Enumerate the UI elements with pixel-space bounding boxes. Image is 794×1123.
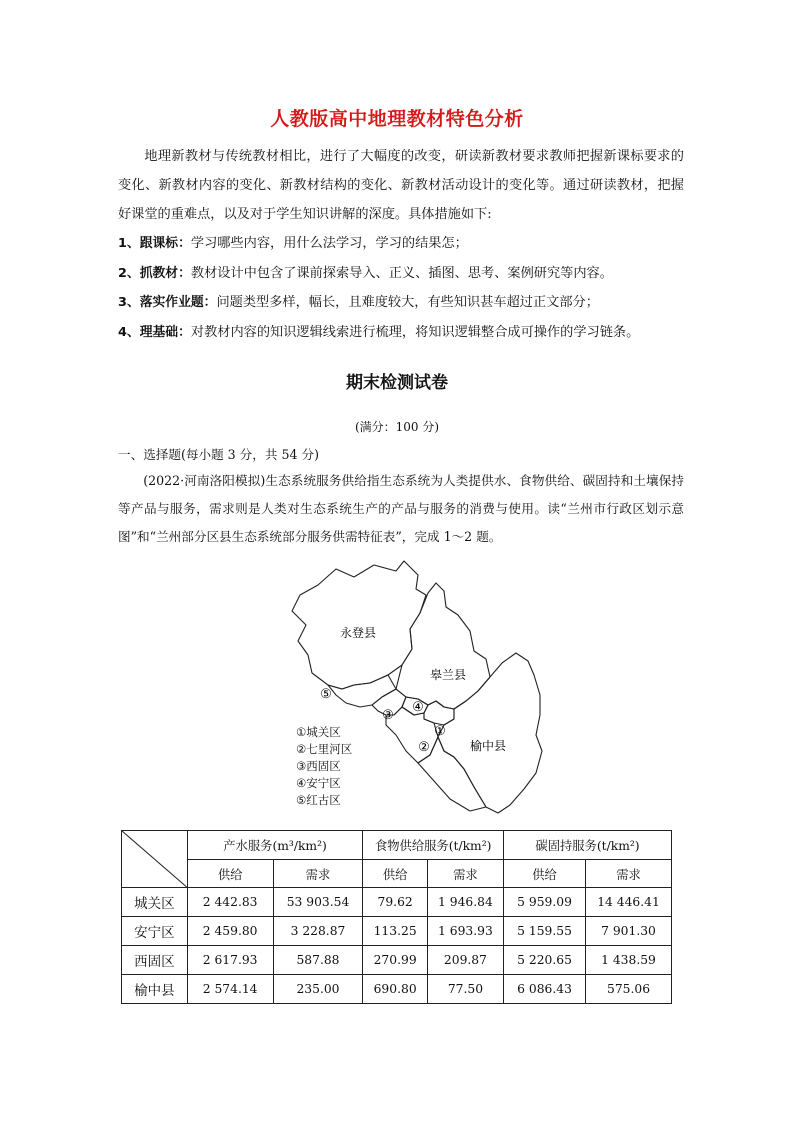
table-row — [122, 946, 672, 975]
yongdeng-label: 永登县 — [339, 626, 377, 640]
table-subheader-row — [122, 860, 672, 888]
measure-item — [118, 288, 684, 318]
marker-chengguan: ① — [434, 724, 446, 739]
ecosystem-service-table — [121, 830, 672, 1004]
measure-item — [118, 229, 684, 259]
page-title: 人教版高中地理教材特色分析 — [270, 108, 524, 130]
question-text: (2022·河南洛阳模拟)生态系统服务供给指生态系统为人类提供水、食物供给、碳固持和土壤保持等产品与服务，需求则是人类对生态系统生产的产品与服务的消费与使用。读“兰州市行政区划示意图”和“兰州部分区县生态系统部分服务供需特征表”，完成 1～2 题。 — [118, 473, 684, 544]
measure-text: 学习哪些内容，用什么法学习，学习的结果怎； — [190, 236, 468, 251]
group-header: 产水服务(m³/km²) — [187, 831, 363, 860]
row-name: 城关区 — [122, 888, 188, 917]
table-cell: 690.80 — [363, 975, 427, 1004]
table-row — [122, 917, 672, 946]
measures-list — [118, 229, 684, 347]
table-cell: 587.88 — [273, 946, 363, 975]
table-cell: 2 459.80 — [187, 917, 273, 946]
table-cell: 14 446.41 — [586, 888, 672, 917]
subheader-cell: 供给 — [504, 860, 586, 888]
legend-item: ①城关区 — [296, 725, 341, 739]
measure-label: 1、跟课标： — [118, 236, 191, 251]
gaolan-label: 皋兰县 — [429, 668, 467, 682]
row-name: 榆中县 — [122, 975, 188, 1004]
table-cell: 3 228.87 — [273, 917, 363, 946]
row-name: 西固区 — [122, 946, 188, 975]
measure-text: 问题类型多样，幅长，且难度较大，有些知识甚车超过正文部分； — [216, 295, 599, 310]
full-score-note: (满分：100 分) — [354, 420, 440, 434]
chengguan-district-boundary — [424, 701, 454, 725]
table-cell: 6 086.43 — [504, 975, 586, 1004]
subheader-cell: 供给 — [187, 860, 273, 888]
table-cell: 209.87 — [427, 946, 503, 975]
subheader-cell: 需求 — [586, 860, 672, 888]
marker-xigu: ③ — [382, 708, 394, 723]
table-cell: 5 959.09 — [504, 888, 586, 917]
measure-item — [118, 259, 684, 289]
table-cell: 2 574.14 — [187, 975, 273, 1004]
table-cell: 5 220.65 — [504, 946, 586, 975]
honggu-district-boundary — [328, 675, 396, 707]
section-heading: 一、选择题(每小题 3 分，共 54 分) — [118, 447, 320, 462]
table-header-row — [122, 831, 672, 860]
yongdeng-county-boundary — [292, 561, 426, 689]
measure-text: 教材设计中包含了课前探索导入、正义、插图、思考、案例研究等内容。 — [190, 265, 613, 281]
intro-paragraph — [118, 142, 684, 229]
legend-item: ④安宁区 — [296, 776, 341, 790]
gaolan-county-boundary — [396, 583, 490, 709]
measure-label: 2、抓教材： — [118, 265, 191, 281]
table-cell: 53 903.54 — [273, 888, 363, 917]
table-cell: 2 442.83 — [187, 888, 273, 917]
intro-text: 地理新教材与传统教材相比，进行了大幅度的改变，研读新教材要求教师把握新课标要求的变化、新教材内容的变化、新教材结构的变化、新教材活动设计的变化等。通过研读教材，把握好课堂的重难点，以及对于学生知识讲解的深度。具体措施如下: — [118, 149, 684, 222]
table-cell: 7 901.30 — [586, 917, 672, 946]
map-legend — [296, 724, 352, 809]
table-cell: 270.99 — [363, 946, 427, 975]
table-cell: 1 438.59 — [586, 946, 672, 975]
exam-title: 期末检测试卷 — [346, 373, 448, 393]
marker-anning: ④ — [412, 700, 424, 715]
table-cell: 5 159.55 — [504, 917, 586, 946]
group-header: 食物供给服务(t/km²) — [363, 831, 504, 860]
measure-label: 4、理基础： — [118, 324, 191, 340]
legend-item: ⑤红古区 — [296, 793, 341, 807]
table-row — [122, 975, 672, 1004]
marker-qilihe: ② — [418, 740, 430, 755]
table-cell: 77.50 — [427, 975, 503, 1004]
table-cell: 2 617.93 — [187, 946, 273, 975]
diagonal-line — [122, 831, 187, 887]
measure-text: 对教材内容的知识逻辑线索进行梳理，将知识逻辑整合成可操作的学习链条。 — [190, 324, 640, 340]
table-cell: 1 693.93 — [427, 917, 503, 946]
legend-item: ③西固区 — [296, 759, 341, 773]
measure-item — [118, 318, 684, 348]
subheader-cell: 需求 — [427, 860, 503, 888]
question-stem — [118, 467, 684, 551]
legend-item: ②七里河区 — [296, 742, 353, 756]
table-cell: 1 946.84 — [427, 888, 503, 917]
subheader-cell: 需求 — [273, 860, 363, 888]
table-corner-cell — [122, 831, 188, 888]
measure-label: 3、落实作业题： — [118, 295, 217, 310]
table-cell: 113.25 — [363, 917, 427, 946]
marker-honggu: ⑤ — [320, 687, 332, 702]
table-row — [122, 888, 672, 917]
table-cell: 235.00 — [273, 975, 363, 1004]
row-name: 安宁区 — [122, 917, 188, 946]
yuzhong-label: 榆中县 — [469, 739, 507, 753]
table-cell: 575.06 — [586, 975, 672, 1004]
subheader-cell: 供给 — [363, 860, 427, 888]
group-header: 碳固持服务(t/km²) — [504, 831, 672, 860]
table-cell: 79.62 — [363, 888, 427, 917]
